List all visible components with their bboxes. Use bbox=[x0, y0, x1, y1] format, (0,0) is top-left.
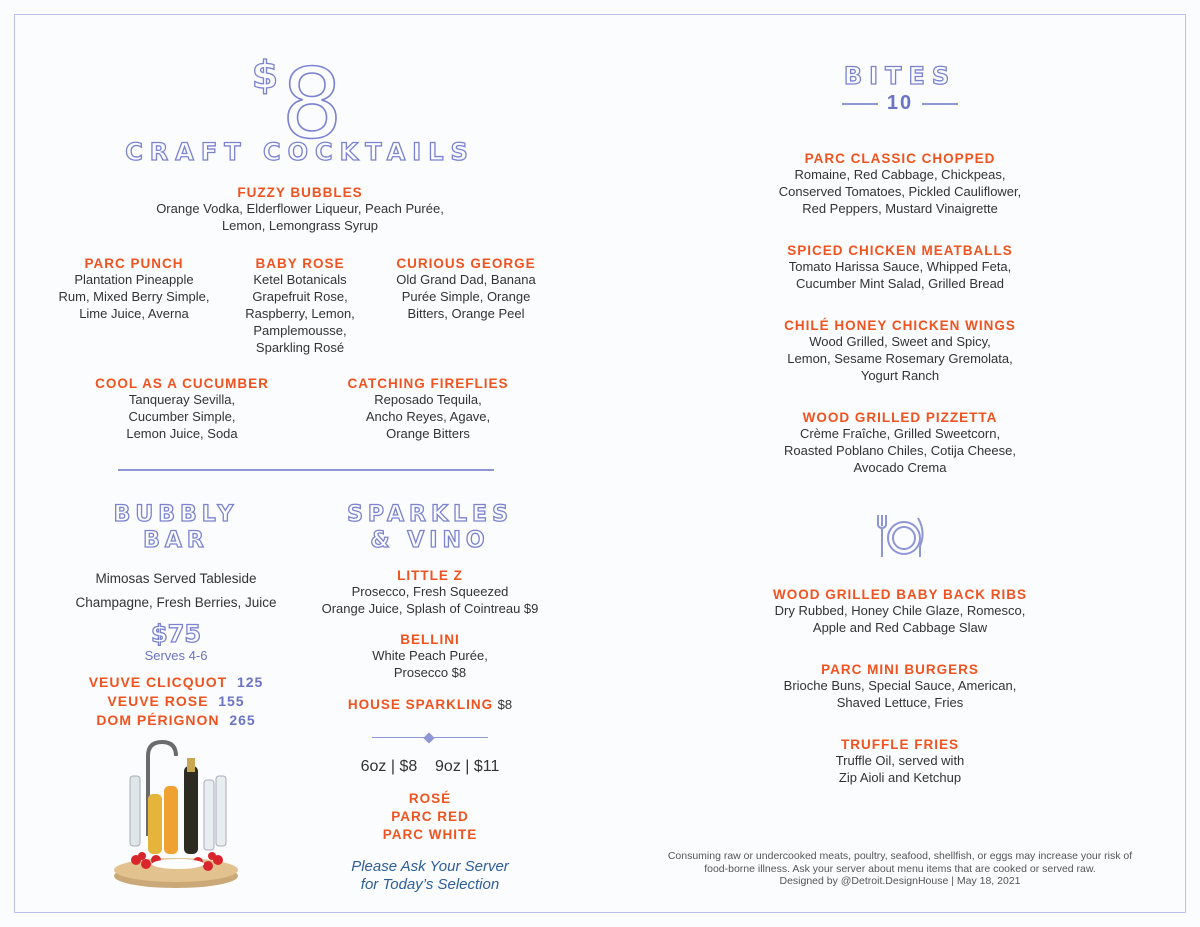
item-desc: Reposado Tequila, bbox=[374, 392, 482, 407]
bites-heading: BITES bbox=[843, 62, 957, 90]
item-desc: Crème Fraîche, Grilled Sweetcorn, bbox=[799, 426, 1001, 441]
menu-item-bellini bbox=[330, 632, 530, 681]
item-desc: Conserved Tomatoes, Pickled Cauliflower, bbox=[778, 184, 1022, 199]
item-name: BABY ROSE bbox=[255, 256, 345, 271]
sparkles-vino-heading bbox=[330, 502, 530, 554]
item-name: LITTLE Z bbox=[397, 568, 463, 583]
item-desc: Purée Simple, Orange bbox=[401, 289, 531, 304]
item-desc: Lemon, Lemongrass Syrup bbox=[221, 218, 379, 233]
item-desc: Roasted Poblano Chiles, Cotija Cheese, bbox=[784, 443, 1016, 458]
menu-item-curious-george bbox=[378, 256, 554, 322]
champagne-price: 155 bbox=[218, 693, 245, 709]
menu-item-truffle-fries bbox=[740, 737, 1060, 786]
champagne-name: DOM PÉRIGNON bbox=[96, 712, 220, 728]
item-desc: Zip Aioli and Ketchup bbox=[838, 770, 962, 785]
note-line: for Today’s Selection bbox=[360, 876, 500, 893]
item-desc: Orange Juice, Splash of Cointreau $9 bbox=[321, 601, 539, 616]
item-desc: Lemon, Sesame Rosemary Gremolata, bbox=[787, 351, 1013, 366]
heading-line: BAR bbox=[143, 528, 209, 553]
disclaimer-line: food-borne illness. Ask your server about menu items that are cooked or served raw. bbox=[704, 862, 1096, 875]
item-name: BELLINI bbox=[400, 632, 460, 647]
champagne-veuve-rose bbox=[56, 692, 296, 711]
menu-item-parc-classic-chopped bbox=[740, 151, 1060, 217]
menu-item-baby-back-ribs bbox=[740, 587, 1060, 636]
item-name: COOL AS A CUCUMBER bbox=[95, 376, 269, 391]
item-name: HOUSE SPARKLING bbox=[347, 697, 494, 712]
item-desc: Old Grand Dad, Banana bbox=[396, 272, 536, 287]
item-name: CHILÉ HONEY CHICKEN WINGS bbox=[784, 318, 1016, 333]
wine-pour-prices: 6oz | $8 9oz | $11 bbox=[360, 758, 500, 775]
item-name: TRUFFLE FRIES bbox=[841, 737, 959, 752]
item-name: PARC MINI BURGERS bbox=[821, 662, 979, 677]
menu-item-fuzzy-bubbles bbox=[120, 185, 480, 234]
wine-name: PARC WHITE bbox=[382, 827, 478, 842]
item-desc: Tomato Harissa Sauce, Whipped Feta, bbox=[788, 259, 1012, 274]
item-name: CATCHING FIREFLIES bbox=[347, 376, 509, 391]
item-desc: Yogurt Ranch bbox=[860, 368, 940, 383]
item-name: PARC PUNCH bbox=[84, 256, 184, 271]
bubbly-line-1: Mimosas Served Tableside bbox=[95, 571, 257, 586]
item-desc: Prosecco, Fresh Squeezed bbox=[351, 584, 509, 599]
item-name: FUZZY BUBBLES bbox=[237, 185, 363, 200]
menu-item-parc-punch bbox=[44, 256, 224, 322]
champagne-dom-perignon bbox=[56, 711, 296, 730]
cocktails-heading: CRAFT COCKTAILS bbox=[125, 138, 475, 166]
cocktail-price: 8 bbox=[281, 48, 343, 160]
item-desc: Grapefruit Rose, bbox=[252, 289, 348, 304]
item-desc: Cucumber Simple, bbox=[128, 409, 236, 424]
menu-item-house-sparkling bbox=[300, 696, 560, 714]
item-desc: Raspberry, Lemon, bbox=[245, 306, 355, 321]
menu-item-parc-mini-burgers bbox=[740, 662, 1060, 711]
item-desc: Orange Bitters bbox=[386, 426, 470, 441]
item-desc: Ketel Botanicals bbox=[253, 272, 347, 287]
menu-item-little-z bbox=[300, 568, 560, 617]
menu-item-wood-grilled-pizzetta bbox=[740, 410, 1060, 476]
item-desc: Prosecco $8 bbox=[393, 665, 467, 680]
item-name: SPICED CHICKEN MEATBALLS bbox=[787, 243, 1013, 258]
menu-item-chile-honey-chicken-wings bbox=[740, 318, 1060, 384]
section-divider bbox=[118, 469, 494, 471]
designer-credit: Designed by @Detroit.DesignHouse | May 18, 2021 bbox=[779, 875, 1021, 887]
bites-rule-left bbox=[842, 103, 878, 105]
bubbly-bar-heading bbox=[96, 502, 256, 554]
item-desc: Apple and Red Cabbage Slaw bbox=[812, 620, 988, 635]
bubbly-line-2: Champagne, Fresh Berries, Juice bbox=[75, 595, 277, 610]
item-desc: Avocado Crema bbox=[853, 460, 947, 475]
item-desc: Brioche Buns, Special Sauce, American, bbox=[783, 678, 1017, 693]
item-desc: Lime Juice, Averna bbox=[79, 306, 189, 321]
plate-fork-icon bbox=[874, 512, 926, 560]
item-name: PARC CLASSIC CHOPPED bbox=[804, 151, 996, 166]
item-desc: Wood Grilled, Sweet and Spicy, bbox=[809, 334, 991, 349]
menu-item-baby-rose bbox=[226, 256, 374, 356]
item-desc: White Peach Purée, bbox=[372, 648, 488, 663]
item-desc: Sparkling Rosé bbox=[255, 340, 345, 355]
champagne-name: VEUVE ROSE bbox=[107, 693, 209, 709]
item-desc: Bitters, Orange Peel bbox=[407, 306, 525, 321]
menu-item-catching-fireflies bbox=[326, 376, 530, 442]
wine-list bbox=[330, 790, 530, 844]
disclaimer bbox=[620, 850, 1180, 888]
bites-price: 10 bbox=[886, 92, 914, 114]
heading-line: BUBBLY bbox=[113, 502, 239, 527]
menu-item-spiced-chicken-meatballs bbox=[740, 243, 1060, 292]
bubbly-price: $75 bbox=[150, 620, 202, 648]
wine-name: PARC RED bbox=[391, 809, 469, 824]
disclaimer-line: Consuming raw or undercooked meats, poultry, seafood, shellfish, or eggs may increase your risk of bbox=[667, 850, 1133, 862]
heading-line: & VINO bbox=[370, 528, 490, 553]
item-name: WOOD GRILLED BABY BACK RIBS bbox=[772, 587, 1027, 602]
champagne-price: 125 bbox=[236, 674, 264, 690]
item-desc: Red Peppers, Mustard Vinaigrette bbox=[802, 201, 998, 216]
item-desc: Cucumber Mint Salad, Grilled Bread bbox=[795, 276, 1005, 291]
item-desc: Rum, Mixed Berry Simple, bbox=[58, 289, 210, 304]
item-desc: Pamplemousse, bbox=[253, 323, 347, 338]
item-desc: Ancho Reyes, Agave, bbox=[365, 409, 491, 424]
item-price: $8 bbox=[497, 697, 513, 712]
champagne-name: VEUVE CLICQUOT bbox=[88, 674, 228, 690]
note-line: Please Ask Your Server bbox=[351, 858, 509, 875]
item-desc: Tanqueray Sevilla, bbox=[128, 392, 236, 407]
item-desc: Dry Rubbed, Honey Chile Glaze, Romesco, bbox=[774, 603, 1026, 618]
item-desc: Orange Vodka, Elderflower Liqueur, Peach Purée, bbox=[156, 201, 444, 216]
item-desc: Truffle Oil, served with bbox=[835, 753, 965, 768]
item-name: WOOD GRILLED PIZZETTA bbox=[802, 410, 998, 425]
bubbly-serves: Serves 4-6 bbox=[144, 648, 208, 663]
item-desc: Romaine, Red Cabbage, Chickpeas, bbox=[794, 167, 1006, 182]
bites-rule-right bbox=[922, 103, 958, 105]
item-desc: Plantation Pineapple bbox=[74, 272, 194, 287]
champagne-veuve-clicquot bbox=[56, 673, 296, 692]
wine-name: ROSÉ bbox=[408, 791, 452, 806]
champagne-caddy-image bbox=[108, 736, 244, 896]
item-name: CURIOUS GEORGE bbox=[396, 256, 536, 271]
champagne-price: 265 bbox=[229, 712, 256, 728]
heading-line: SPARKLES bbox=[347, 502, 513, 527]
menu-item-cool-as-a-cucumber bbox=[80, 376, 284, 442]
server-note bbox=[316, 858, 544, 894]
item-desc: Shaved Lettuce, Fries bbox=[836, 695, 964, 710]
dollar-sign: $ bbox=[251, 53, 279, 97]
item-desc: Lemon Juice, Soda bbox=[126, 426, 238, 441]
